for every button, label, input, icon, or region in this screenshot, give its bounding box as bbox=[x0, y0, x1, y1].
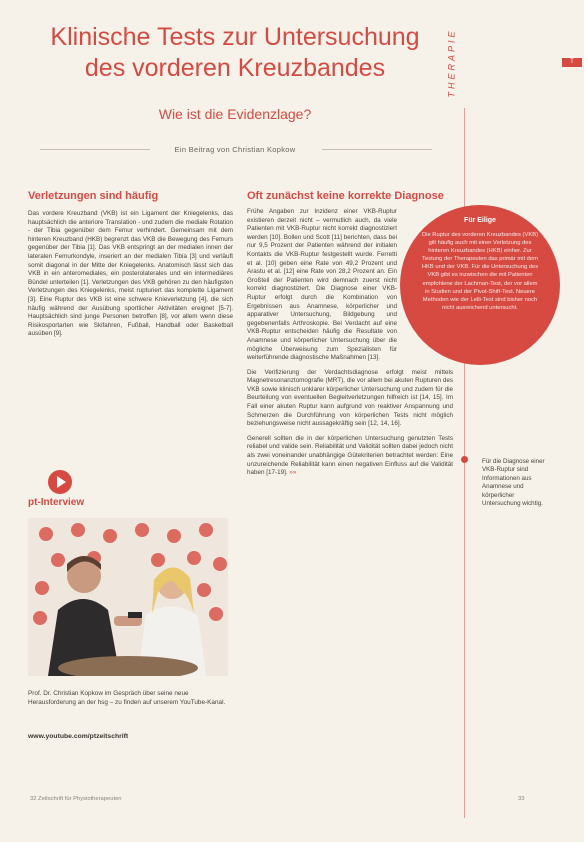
section-tab: T bbox=[562, 58, 582, 67]
footer-left: 32 Zeitschrift für Physiotherapeuten bbox=[30, 796, 122, 802]
paragraph: Frühe Angaben zur Inzidenz einer VKB-Ruptur existieren derzeit nicht – vermutlich auch, da viele Patienten mit VKB-Ruptur nicht korrekt diagnostiziert werden [10]. Bollen und Scott [11] berichten, dass bei nur 9,5 Prozent der Patienten während der initialen Kontakts die VKB-Ruptur festgestellt wurde. Ferretti et al. [10] geben eine Rate von 49,2 Prozent und Arastu et al. [12] eine Rate von 28,2 Prozent an. Ein Großteil der Patienten wird demnach zuerst nicht korrekt diagnostiziert. Die Diagnose einer VKB-Ruptur erfolgt durch die Kombination von Ergebnissen aus Anamnese, körperlicher und apparativer Untersuchung, Bildgebung und gegebenenfalls Arthroskopie. Bei Verdacht auf eine VKB-Ruptur entscheiden häufig die Resultate von Anamnese und körperlicher Untersuchung über die mögliche Überweisung zum Spezialisten für weiterführende diagnostische Maßnahmen [13]. bbox=[247, 208, 397, 362]
interview-photo bbox=[28, 518, 228, 676]
byline: Ein Beitrag von Christian Kopkow bbox=[174, 145, 296, 154]
play-icon[interactable] bbox=[48, 470, 72, 494]
summary-body: Die Ruptur des vorderen Kreuzbandes (VKB) gilt häufig auch mit einer Verletzung des hinteren Kreuzbandes (HKB) einher. Zur Testung der Therapeuten das primär mit dem HKB und der VKB. Für die Untersuchung des VKB gibt es inzwischen die mit Patienten empfohlene der Lachman-Test, der vor allem in Studien und der Pivot-Shift-Test. Neuere Methoden wie der Lelli-Test sind bisher noch nicht ausreichend untersucht. bbox=[421, 232, 539, 311]
side-note-marker bbox=[461, 456, 468, 463]
summary-circle bbox=[400, 205, 560, 365]
paragraph: Die Verifizierung der Verdachtsdiagnose erfolgt meist mittels Magnetresonanztomografie (MRT), die vor allem bei akuten Rupturen des VKB sowie klinisch unklarer körperlicher Untersuchung und zudem für die Beurteilung von eventuellen Begleitverletzungen hilfreich ist [14, 15]. Im Fall einer akuten Ruptur kann aufgrund von reaktiver Anspannung und Schmerzen die Durchführung von körperlichen Tests nicht möglich beziehungsweise nicht aussagekräftig sein [12, 14, 16]. bbox=[247, 368, 453, 428]
section-rubric bbox=[446, 18, 469, 108]
title-line-1: Klinische Tests zur Untersuchung bbox=[50, 23, 420, 51]
side-note: Für die Diagnose einer VKB-Ruptur sind Informationen aus Anamnese und körperlicher Untersuchung wichtig. bbox=[482, 458, 545, 508]
paragraph-text: Generell sollten die in der körperlichen Untersuchung genutzten Tests reliabel und valide sein. Reliabilität und Validität sollten dabei jedoch nicht als zwei voneinander unabhängige Gütekriterien betrachtet werden: Eine unzureichende Reliabilität kann einen negativen Einfluss auf die Validität haben [17-19]. bbox=[247, 434, 453, 477]
title-line-2: des vorderen Kreuzbandes bbox=[84, 54, 386, 82]
section-heading-diagnose: Oft zunächst keine korrekte Diagnose bbox=[247, 190, 444, 202]
summary-heading: Für Eilige bbox=[464, 217, 496, 224]
article-subtitle: Wie ist die Evidenzlage? bbox=[158, 106, 312, 122]
interview-photo-graphic bbox=[28, 518, 228, 676]
byline-rule-right bbox=[322, 149, 432, 150]
rubric-label: THERAPIE bbox=[446, 28, 457, 98]
photo-caption: Prof. Dr. Christian Kopkow im Gespräch über seine neue Herausforderung an der hsg – zu finden auf unserem YouTube-Kanal. bbox=[28, 690, 226, 706]
page-number: 33 bbox=[518, 796, 525, 802]
interview-label: pt-Interview bbox=[28, 497, 85, 508]
column-left bbox=[28, 190, 233, 345]
paragraph: Das vordere Kreuzband (VKB) ist ein Ligament der Kniegelenks, das hauptsächlich die anteriore Translation - und zudem die mediale Rotation - der Tibia gegenüber dem Femur verhindert. Gemeinsam mit dem hinteren Kreuzband (HKB) begrenzt das VKB die Bewegung des Femurs gegenüber der Tibia [1]. Das VKB entspringt an der medialen innen der lateralen Femurkondyle, inseriert an der medialen Tibia [3] und verläuft somit diagonal in der Mitte der Kniegelenks. Anatomisch lässt sich das VKB in ein anteromediales, ein posterolaterales und ein intermediäres Bündel unterteilen [1]. Verletzungen des VKB gehören zu den häufigsten Verletzungen des Kniegelenks, meist rupturiert das komplette Ligament [3]. Eine Ruptur des VKB ist eine schwere Knieverletzung [4], die sich häufig während der Ausübung sportlicher Aktivitäten ereignet [5-7]. Hauptsächlich sind junge Personen betroffen [8], vor allem wenn diese Risikosportarten wie Skifahren, Fußball, Handball oder Basketball ausüben [9]. bbox=[28, 210, 233, 338]
section-heading-verletzungen: Verletzungen sind häufig bbox=[28, 190, 159, 202]
continue-mark: »» bbox=[289, 469, 297, 477]
youtube-link[interactable]: www.youtube.com/ptzeitschrift bbox=[28, 733, 129, 740]
article-title bbox=[20, 22, 450, 84]
paragraph bbox=[247, 435, 453, 478]
